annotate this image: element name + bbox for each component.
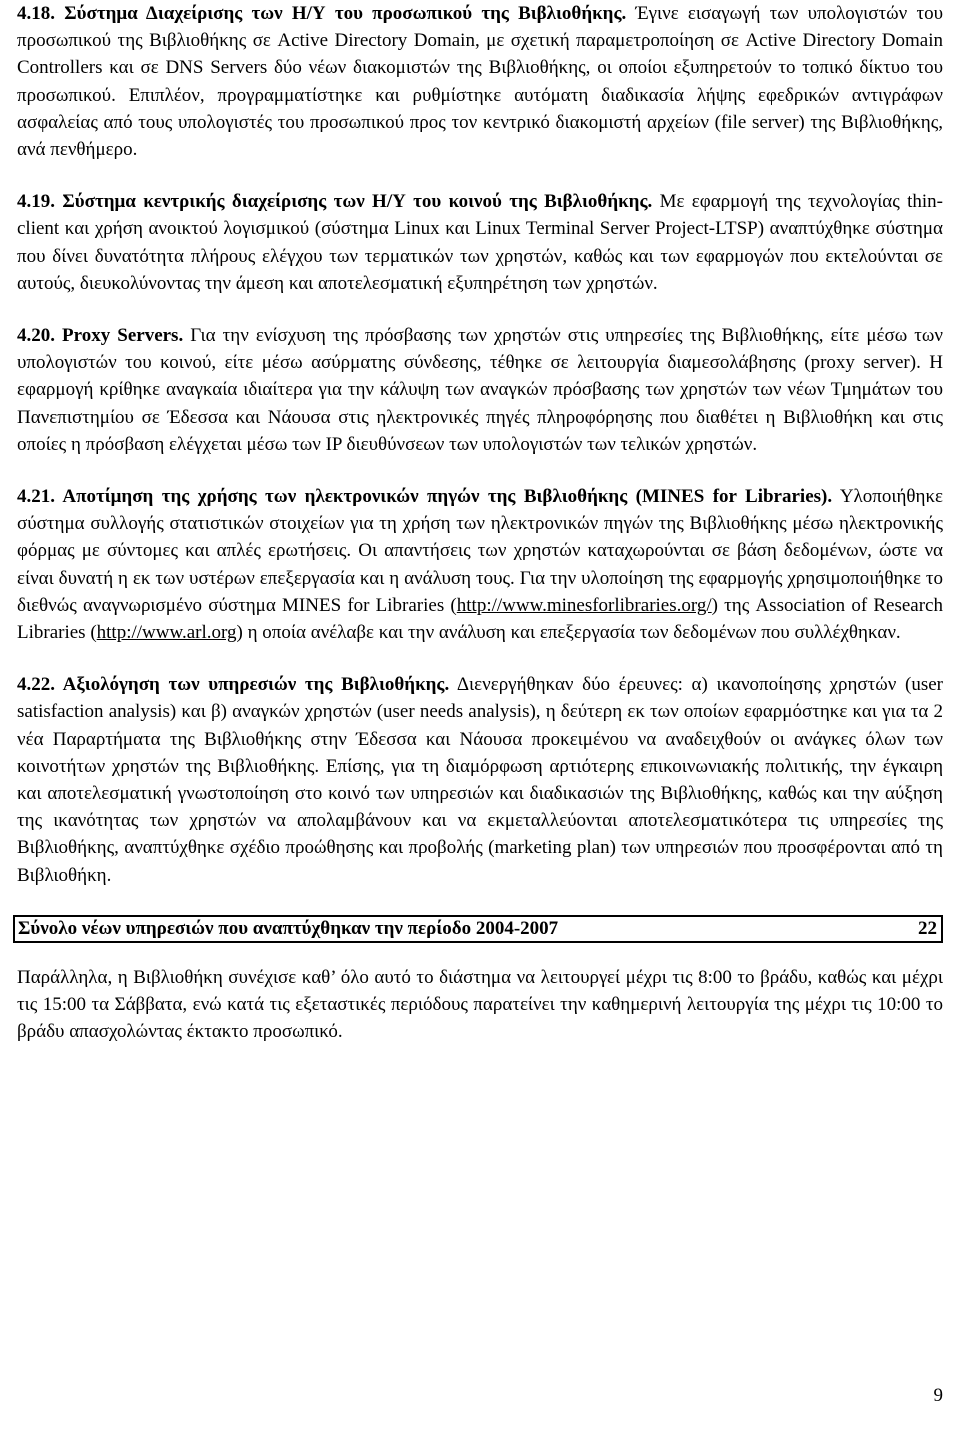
section-4-21-body-part1: Υλοποιήθηκε σύστημα συλλογής στατιστικών στοιχείων για τη χρήση των ηλεκτρονικών πηγών της Βιβλιοθήκης μέσω ηλεκτρονικής φόρμας με σύντομες και απλές ερωτήσεις. Οι απαντήσεις των χρηστών καταχωρούνται σε βάση δεδομένων, ώστε να είναι δυνατή η εκ των υστέρων επεξεργασία και η ανάλυση τους. Για την υλοποίηση της εφαρμογής χρησιμοποιήθηκε το διεθνώς αναγνωρισμένο σύστημα MINES for Libraries ( bbox=[17, 486, 943, 616]
section-4-22-body: Διενεργήθηκαν δύο έρευνες: α) ικανοποίησης χρηστών (user satisfaction analysis) και β) αναγκών χρηστών (user needs analysis), η δεύτερη εκ των οποίων εφαρμόστηκε και για τα 2 νέα Παραρτήματα της Βιβλιοθήκης στην Έδεσσα και Νάουσα προκειμένου να αναδειχθούν οι ανάγκες όλων των κοινοτήτων χρηστών της Βιβλιοθήκης. Επίσης, για τη διαμόρφωση αρτιότερης επικοινωνιακής πολιτικής, την έγκαιρη και αποτελεσματική γνωστοποίηση στο κοινό των υπηρεσιών και διαδικασιών της Βιβλιοθήκης, καθώς και την αύξηση της ικανότητας των χρηστών να απολαμβάνουν και να εκμεταλλεύονται αποτελεσματικότερα τις υπηρεσίες της Βιβλιοθήκης, αναπτύχθηκε σχέδιο προώθησης και προβολής (marketing plan) των υπηρεσιών που προσφέρονται από τη Βιβλιοθήκη. bbox=[17, 674, 943, 886]
section-4-20 bbox=[17, 322, 943, 458]
section-4-21-heading: 4.21. Αποτίμηση της χρήσης των ηλεκτρονικών πηγών της Βιβλιοθήκης (MINES for Libraries). bbox=[17, 486, 833, 508]
section-4-22-heading: 4.22. Αξιολόγηση των υπηρεσιών της Βιβλιοθήκης. bbox=[17, 674, 450, 696]
section-4-22 bbox=[17, 671, 943, 889]
summary-label: Σύνολο νέων υπηρεσιών που αναπτύχθηκαν την περίοδο 2004-2007 bbox=[18, 917, 559, 939]
section-4-19-heading: 4.19. Σύστημα κεντρικής διαχείρισης των Η/Υ του κοινού της Βιβλιοθήκης. bbox=[17, 191, 653, 213]
mines-link[interactable]: http://www.minesforlibraries.org/ bbox=[456, 594, 712, 616]
section-4-21-body-part3: ) η οποία ανέλαβε και την ανάλυση και επεξεργασία των δεδομένων που συλλέχθηκαν. bbox=[236, 622, 901, 644]
section-4-21 bbox=[17, 483, 943, 646]
section-4-20-heading: 4.20. Proxy Servers. bbox=[17, 325, 184, 347]
section-4-18 bbox=[17, 0, 943, 163]
section-4-18-heading: 4.18. Σύστημα Διαχείρισης των Η/Υ του προσωπικού της Βιβλιοθήκης. bbox=[17, 3, 627, 24]
section-4-21-body-part2: ) της Association of Research Libraries ( bbox=[17, 594, 943, 644]
arl-link[interactable]: http://www.arl.org bbox=[96, 622, 237, 644]
summary-box bbox=[13, 915, 943, 943]
section-4-19 bbox=[17, 188, 943, 297]
document-page bbox=[17, 0, 943, 1046]
section-4-20-body: Για την ενίσχυση της πρόσβασης των χρηστών στις υπηρεσίες της Βιβλιοθήκης, είτε μέσω των υπολογιστών του κοινού, είτε μέσω ασύρματης σύνδεσης, τέθηκε σε λειτουργία διαμεσολάβησης (proxy server). Η εφαρμογή κρίθηκε αναγκαία ιδιαίτερα για την κάλυψη των αναγκών πρόσβασης των χρηστών των νέων Τμημάτων του Πανεπιστημίου σε Έδεσσα και Νάουσα στις ηλεκτρονικές πηγές πληροφόρησης που διαθέτει η Βιβλιοθήκη και στις οποίες η πρόσβαση ελέγχεται μέσω των IP διευθύνσεων των υπολογιστών των τελικών χρηστών. bbox=[17, 325, 943, 455]
section-4-18-body: Έγινε εισαγωγή των υπολογιστών του προσωπικού της Βιβλιοθήκης σε Active Directory Domain, με σχετική παραμετροποίηση σε Active Directory Domain Controllers και σε DNS Servers δύο νέων διακομιστών της Βιβλιοθήκης, οι οποίοι εξυπηρετούν το τοπικό δίκτυο του προσωπικού. Επιπλέον, προγραμματίστηκε και ρυθμίστηκε αυτόματη διαδικασία λήψης εφεδρικών αντιγράφων ασφαλείας από τους υπολογιστές του προσωπικού προς τον κεντρικό διακομιστή αρχείων (file server) της Βιβλιοθήκης, ανά πενθήμερο. bbox=[17, 3, 944, 161]
page-number: 9 bbox=[933, 1385, 943, 1406]
summary-value: 22 bbox=[918, 917, 937, 939]
closing-paragraph: Παράλληλα, η Βιβλιοθήκη συνέχισε καθ’ όλο αυτό το διάστημα να λειτουργεί μέχρι τις 8:00 το βράδυ, καθώς και μέχρι τις 15:00 τα Σάββατα, ενώ κατά τις εξεταστικές περιόδους παρατείνει την καθημερινή λειτουργία της μέχρι τις 10:00 το βράδυ απασχολώντας έκτακτο προσωπικό. bbox=[17, 966, 943, 1043]
section-4-19-body: Με εφαρμογή της τεχνολογίας thin-client και χρήση ανοικτού λογισμικού (σύστημα Linux και Linux Terminal Server Project-LTSP) αναπτύχθηκε σύστημα που δίνει δυνατότητα πλήρους ελέγχου των τερματικών των χρηστών, καθώς και των εφαρμογών που εκτελούνται σε αυτούς, διευκολύνοντας την άμεση και αποτελεσματική εξυπηρέτηση των χρηστών. bbox=[17, 191, 944, 294]
